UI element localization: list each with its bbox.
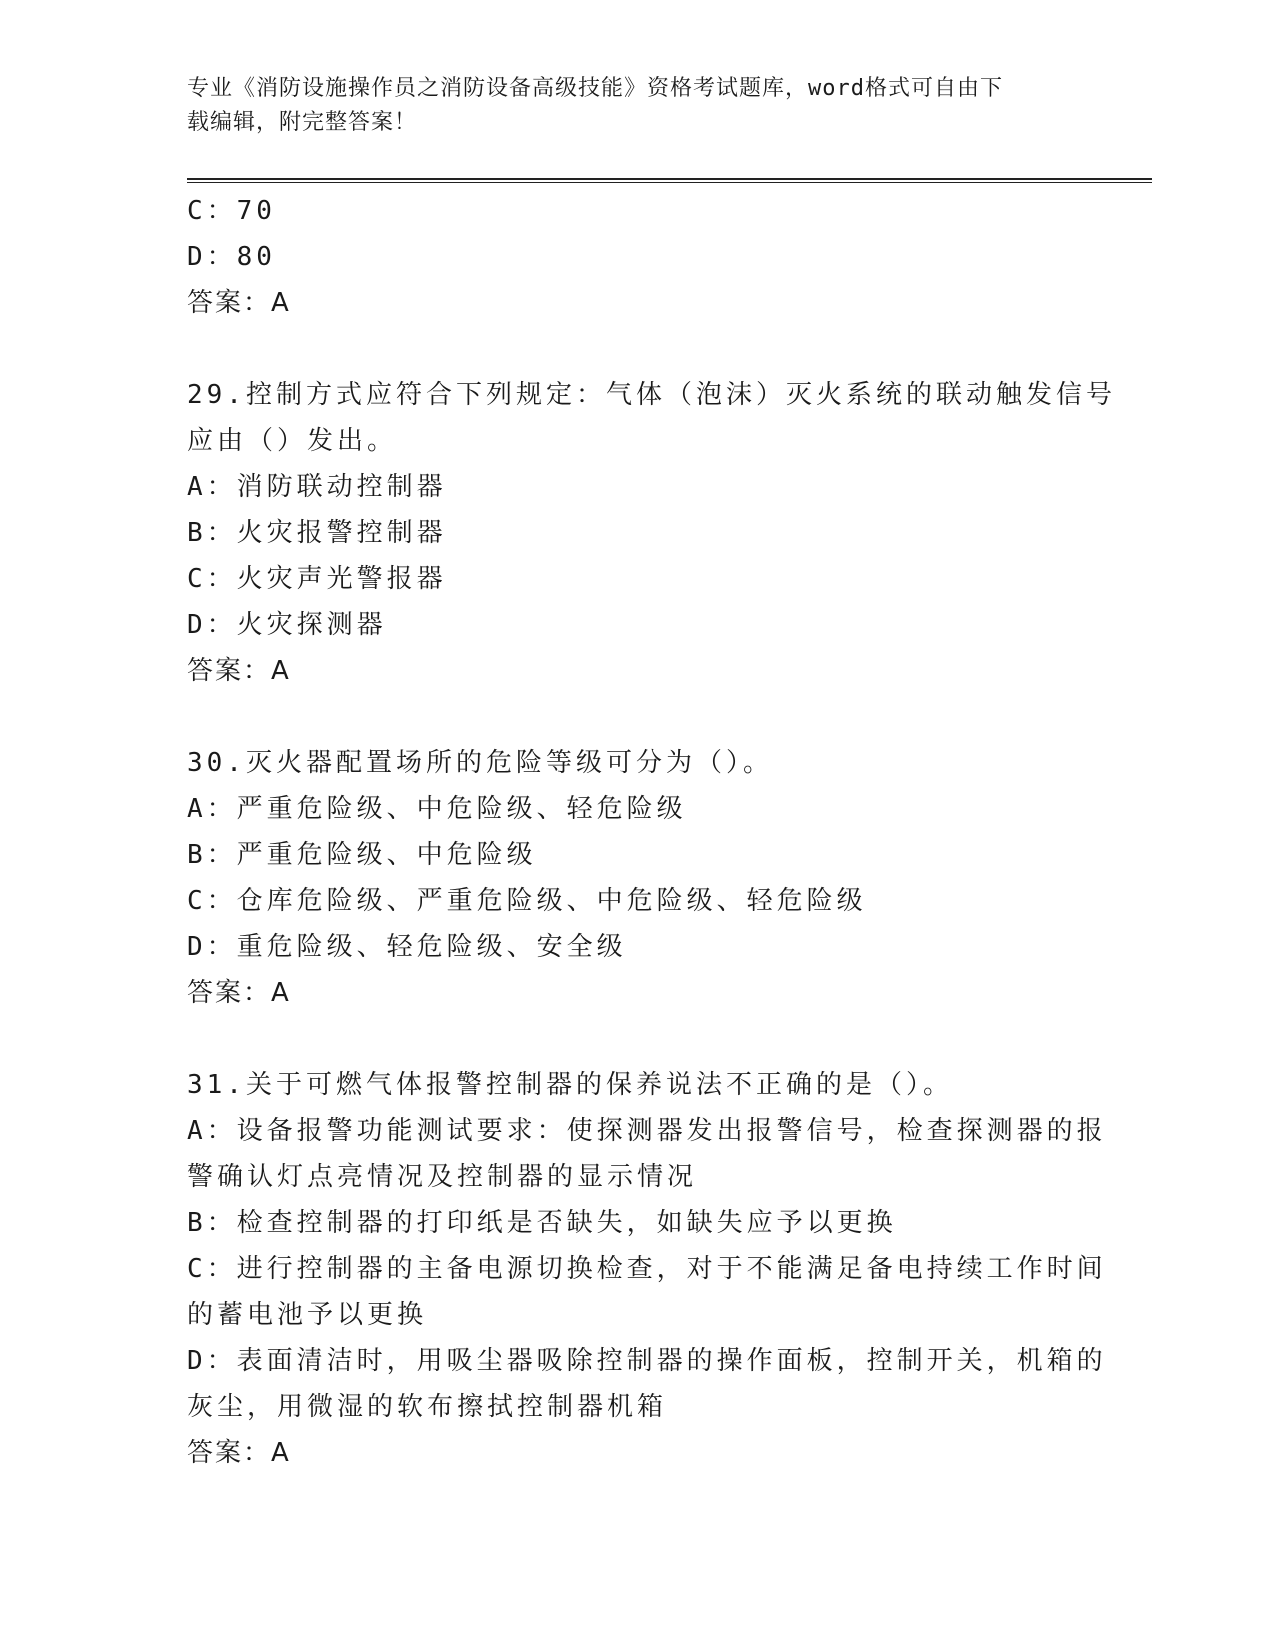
option-c: C：火灾声光警报器 (187, 564, 447, 594)
carryover-question (187, 188, 1087, 326)
option-d: D：重危险级、轻危险级、安全级 (187, 932, 627, 962)
option-b: B：严重危险级、中危险级 (187, 840, 537, 870)
question-stem: 29.控制方式应符合下列规定：气体（泡沫）灭火系统的联动触发信号 (187, 380, 1116, 410)
option-a: A：消防联动控制器 (187, 472, 447, 502)
question-stem: 31.关于可燃气体报警控制器的保养说法不正确的是（）。 (187, 1070, 953, 1100)
option-c: C：进行控制器的主备电源切换检查，对于不能满足备电持续工作时间 (187, 1254, 1107, 1284)
answer: 答案：A (187, 1438, 291, 1468)
option-c: C：仓库危险级、严重危险级、中危险级、轻危险级 (187, 886, 867, 916)
spacer (187, 326, 1087, 372)
option-b: B：检查控制器的打印纸是否缺失，如缺失应予以更换 (187, 1208, 897, 1238)
option-d: D：表面清洁时，用吸尘器吸除控制器的操作面板，控制开关，机箱的 (187, 1346, 1107, 1376)
option-d: D：火灾探测器 (187, 610, 387, 640)
header-line-1: 专业《消防设施操作员之消防设备高级技能》资格考试题库，word格式可自由下 (187, 76, 1003, 101)
answer: 答案：A (187, 656, 291, 686)
question-stem: 30.灭火器配置场所的危险等级可分为（）。 (187, 748, 773, 778)
answer: 答案：A (187, 978, 291, 1008)
answer: 答案：A (187, 288, 291, 318)
option-c: C：70 (187, 196, 276, 226)
question-29 (187, 372, 1116, 694)
header-divider (187, 178, 1152, 183)
question-31 (187, 1062, 1107, 1476)
question-list (187, 188, 1116, 1476)
spacer (187, 1016, 1087, 1062)
option-d: D：80 (187, 242, 276, 272)
question-stem: 应由（）发出。 (187, 426, 398, 456)
header-line-2: 载编辑，附完整答案！ (187, 110, 418, 135)
spacer (187, 694, 1087, 740)
option-a-continued: 警确认灯点亮情况及控制器的显示情况 (187, 1162, 698, 1192)
option-b: B：火灾报警控制器 (187, 518, 447, 548)
option-a: A：严重危险级、中危险级、轻危险级 (187, 794, 687, 824)
document-header (187, 72, 1067, 140)
option-c-continued: 的蓄电池予以更换 (187, 1300, 428, 1330)
option-d-continued: 灰尘，用微湿的软布擦拭控制器机箱 (187, 1392, 668, 1422)
option-a: A：设备报警功能测试要求：使探测器发出报警信号，检查探测器的报 (187, 1116, 1107, 1146)
question-30 (187, 740, 1087, 1016)
